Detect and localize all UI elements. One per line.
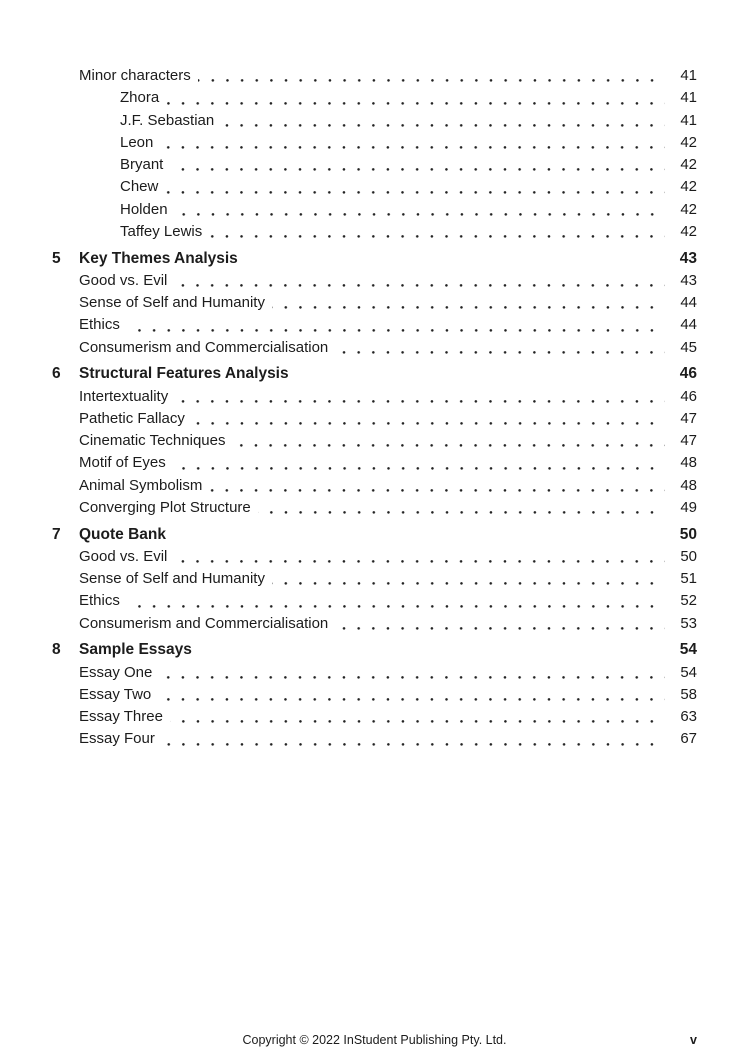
toc-entry-page: 63	[680, 708, 697, 725]
toc-entry-page: 53	[680, 614, 697, 632]
toc-entry-label: Minor characters	[79, 67, 191, 84]
toc-entry	[52, 314, 697, 336]
toc-entry-label: Leon	[120, 133, 154, 151]
toc-entry	[52, 524, 697, 546]
toc-entry-label: Structural Features Analysis	[79, 365, 289, 383]
dot-leader	[232, 430, 665, 452]
dot-leader	[170, 154, 665, 176]
dot-leader	[165, 176, 665, 198]
toc-entry-label: Chew	[120, 178, 159, 196]
toc-entry-page: 42	[680, 222, 697, 240]
toc-entry-label: Converging Plot Structure	[79, 498, 251, 516]
toc-entry-page: 43	[680, 271, 697, 289]
toc-entry-label: Motif of Eyes	[79, 454, 166, 472]
dot-leader	[173, 524, 665, 546]
toc-entry-label: Animal Symbolism	[79, 476, 203, 494]
toc-entry-label: Pathetic Fallacy	[79, 409, 185, 427]
toc-entry-label: Essay Three	[79, 708, 163, 725]
toc-entry-label: Sample Essays	[79, 641, 192, 659]
toc-entry-page: 50	[679, 525, 697, 543]
toc-entry	[52, 221, 697, 243]
toc-entry	[52, 639, 697, 661]
dot-leader	[173, 452, 665, 474]
toc-entry-page: 44	[680, 316, 697, 334]
toc-entry	[52, 337, 697, 359]
toc-entry-label: Essay Two	[79, 685, 152, 703]
toc-entry-label: Good vs. Evil	[79, 271, 168, 289]
toc-entry-label: Cinematic Techniques	[79, 432, 226, 449]
toc-entry	[52, 248, 697, 270]
toc-entry	[52, 497, 697, 519]
toc-entry-page: 48	[680, 454, 697, 472]
toc-chapter-number: 5	[52, 249, 61, 267]
toc-entry-label: Sense of Self and Humanity	[79, 570, 265, 587]
dot-leader	[199, 639, 665, 661]
toc-entry	[52, 154, 697, 176]
toc-entry-page: 50	[680, 547, 697, 565]
toc-entry	[52, 292, 697, 314]
dot-leader	[174, 270, 665, 292]
toc-entry-page: 54	[680, 663, 697, 681]
toc-entry-page: 51	[680, 570, 697, 587]
toc-entry-page: 46	[680, 387, 697, 405]
toc-entry-page: 47	[680, 409, 697, 427]
toc-chapter-number: 6	[52, 365, 61, 383]
toc-entry	[52, 728, 697, 750]
toc-entry-label: Key Themes Analysis	[79, 249, 238, 267]
dot-leader	[174, 546, 665, 568]
toc-entry-page: 42	[680, 133, 697, 151]
dot-leader	[258, 497, 665, 519]
toc-entry	[52, 590, 697, 612]
toc-entry-page: 49	[680, 498, 697, 516]
toc-entry	[52, 110, 697, 132]
dot-leader	[209, 475, 665, 497]
toc-entry	[52, 546, 697, 568]
toc-entry	[52, 706, 697, 728]
dot-leader	[192, 408, 665, 430]
toc-entry-label: Essay One	[79, 663, 153, 681]
toc-entry	[52, 87, 697, 109]
toc-entry-label: Ethics	[79, 316, 120, 334]
dot-leader	[158, 684, 665, 706]
toc-entry-page: 43	[679, 249, 697, 267]
dot-leader	[127, 590, 665, 612]
dot-leader	[160, 132, 665, 154]
toc-entry-page: 44	[680, 294, 697, 311]
toc-entry-label: Holden	[120, 200, 168, 218]
toc-entry-label: Ethics	[79, 592, 120, 610]
dot-leader	[175, 386, 665, 408]
toc-entry-label: Quote Bank	[79, 525, 166, 543]
toc-entry-label: J.F. Sebastian	[120, 111, 215, 129]
toc-entry	[52, 270, 697, 292]
toc-entry-label: Taffey Lewis	[120, 222, 203, 240]
dot-leader	[335, 337, 665, 359]
dot-leader	[159, 662, 665, 684]
dot-leader	[272, 568, 665, 590]
toc-entry	[52, 363, 697, 385]
toc-entry-page: 48	[680, 476, 697, 494]
toc-entry-label: Intertextuality	[79, 387, 169, 405]
toc-entry	[52, 386, 697, 408]
toc-entry-page: 41	[680, 67, 697, 84]
toc-entry-label: Essay Four	[79, 730, 155, 748]
dot-leader	[209, 221, 665, 243]
toc-entry	[52, 684, 697, 706]
dot-leader	[335, 613, 665, 635]
toc-entry	[52, 65, 697, 87]
toc-entry-page: 42	[680, 156, 697, 173]
page-footer	[52, 1031, 697, 1049]
dot-leader	[170, 706, 665, 728]
toc-entry-label: Consumerism and Commercialisation	[79, 614, 329, 632]
toc-entry	[52, 132, 697, 154]
toc-entry	[52, 475, 697, 497]
toc-entry-page: 54	[679, 641, 697, 659]
toc-entry-page: 41	[680, 89, 697, 107]
dot-leader	[198, 65, 665, 87]
dot-leader	[296, 363, 665, 385]
copyright-notice: Copyright © 2022 InStudent Publishing Pty. Ltd.	[242, 1033, 507, 1047]
toc-entry-page: 41	[680, 111, 697, 129]
toc-entry	[52, 199, 697, 221]
toc-entry	[52, 568, 697, 590]
dot-leader	[272, 292, 665, 314]
toc-chapter-number: 8	[52, 641, 61, 659]
toc-entry-label: Bryant	[120, 156, 164, 173]
page-number: v	[690, 1033, 697, 1047]
dot-leader	[127, 314, 665, 336]
toc-entry-label: Sense of Self and Humanity	[79, 294, 265, 311]
dot-leader	[245, 248, 665, 270]
toc-chapter-number: 7	[52, 525, 61, 543]
toc-entry-page: 58	[680, 685, 697, 703]
toc-entry	[52, 662, 697, 684]
table-of-contents	[52, 65, 697, 751]
toc-entry	[52, 408, 697, 430]
toc-entry-page: 47	[680, 432, 697, 449]
dot-leader	[166, 87, 665, 109]
toc-entry	[52, 176, 697, 198]
toc-entry-page: 46	[679, 365, 697, 383]
toc-entry	[52, 452, 697, 474]
toc-entry-page: 42	[680, 200, 697, 218]
dot-leader	[175, 199, 665, 221]
toc-entry-page: 67	[680, 730, 697, 748]
dot-leader	[162, 728, 665, 750]
toc-entry-label: Good vs. Evil	[79, 547, 168, 565]
toc-entry	[52, 430, 697, 452]
toc-entry	[52, 613, 697, 635]
toc-entry-page: 45	[680, 338, 697, 356]
toc-entry-page: 42	[680, 178, 697, 196]
dot-leader	[221, 110, 665, 132]
toc-entry-page: 52	[680, 592, 697, 610]
toc-entry-label: Zhora	[120, 89, 160, 107]
toc-entry-label: Consumerism and Commercialisation	[79, 338, 329, 356]
